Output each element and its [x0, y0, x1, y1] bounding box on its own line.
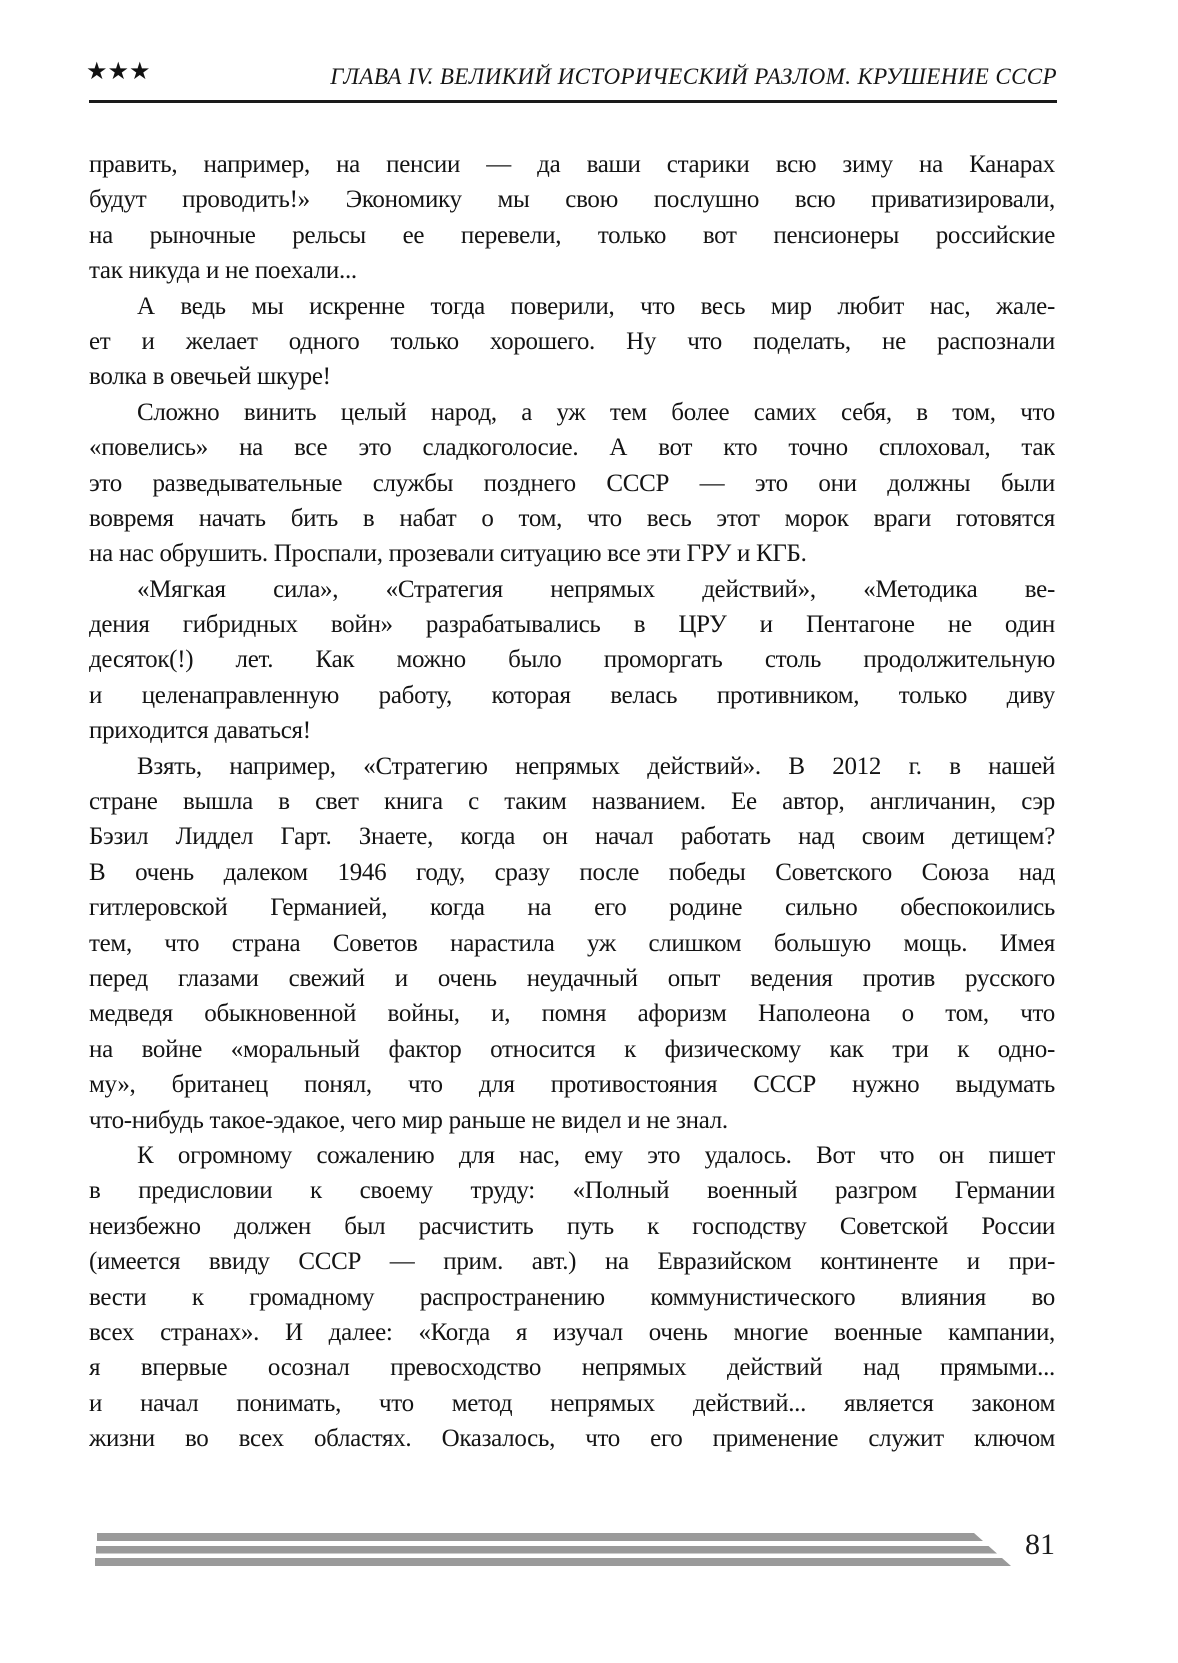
text-line: В очень далеком 1946 году, сразу после победы Советского Союза над [89, 858, 1055, 886]
footer-stripe-top [97, 1533, 983, 1541]
text-line: ет и желает одного только хорошего. Ну что поделать, не распознали [89, 327, 1055, 355]
text-line: Сложно винить целый народ, а уж тем более самих себя, в том, что [137, 398, 1055, 426]
body-text [89, 147, 1055, 1456]
text-line: му», британец понял, что для противостояния СССР нужно выдумать [89, 1071, 1055, 1099]
paragraph [89, 1138, 1055, 1457]
text-line: (имеется ввиду СССР — прим. авт.) на Евразийском континенте и при- [89, 1248, 1055, 1276]
text-line: тем, что страна Советов нарастила уж слишком большую мощь. Имея [89, 929, 1055, 957]
footer-stripe-middle [96, 1546, 997, 1554]
header-rule [89, 100, 1057, 103]
page-number: 81 [1025, 1528, 1055, 1561]
text-line: будут проводить!» Экономику мы свою послушно всю приватизировали, [89, 186, 1055, 214]
text-line: десяток(!) лет. Как можно было проморгать столь продолжительную [89, 646, 1055, 674]
text-line: «повелись» на все это сладкоголосие. А вот кто точно сплоховал, так [89, 434, 1055, 462]
text-line: дения гибридных войн» разрабатывались в ЦРУ и Пентагоне не один [89, 611, 1055, 639]
text-line: А ведь мы искренне тогда поверили, что весь мир любит нас, жале- [137, 292, 1055, 320]
paragraph [89, 572, 1055, 749]
text-line: неизбежно должен был расчистить путь к господству Советской России [89, 1212, 1055, 1240]
paragraph [89, 289, 1055, 395]
text-line: жизни во всех областях. Оказалось, что его применение служит ключом [89, 1425, 1055, 1453]
text-line: на рыночные рельсы ее перевели, только вот пенсионеры российские [89, 221, 1055, 249]
footer-stripe-bottom [95, 1558, 1011, 1566]
text-line: на нас обрушить. Проспали, прозевали ситуацию все эти ГРУ и КГБ. [89, 540, 807, 568]
text-line: стране вышла в свет книга с таким названием. Ее автор, англичанин, сэр [89, 788, 1055, 816]
text-line: медведя обыкновенной войны, и, помня афоризм Наполеона о том, что [89, 1000, 1055, 1028]
text-line: приходится даваться! [89, 717, 311, 745]
text-line: править, например, на пенсии — да ваши старики всю зиму на Канарах [89, 151, 1055, 178]
text-line: я впервые осознал превосходство непрямых действий над прямыми... [89, 1354, 1055, 1382]
text-line: вести к громадному распространению коммунистического влияния во [89, 1283, 1055, 1311]
text-line: гитлеровской Германией, когда на его родине сильно обеспокоились [89, 894, 1055, 922]
text-line: Бэзил Лиддел Гарт. Знаете, когда он начал работать над своим детищем? [89, 823, 1055, 851]
text-line: и начал понимать, что метод непрямых действий... является законом [89, 1389, 1055, 1417]
chapter-stars-icon: ★★★ [86, 59, 151, 85]
text-line: в предисловии к своему труду: «Полный военный разгром Германии [89, 1177, 1055, 1205]
text-line: Взять, например, «Стратегию непрямых действий». В 2012 г. в нашей [137, 752, 1055, 780]
running-head-title: ГЛАВА IV. ВЕЛИКИЙ ИСТОРИЧЕСКИЙ РАЗЛОМ. КРУШЕНИЕ СССР [330, 64, 1057, 89]
paragraph [89, 395, 1055, 572]
text-line: всех странах». И далее: «Когда я изучал очень многие военные кампании, [89, 1318, 1055, 1346]
text-line: «Мягкая сила», «Стратегия непрямых действий», «Методика ве- [137, 575, 1055, 603]
text-line: на войне «моральный фактор относится к физическому как три к одно- [89, 1035, 1055, 1063]
text-line: перед глазами свежий и очень неудачный опыт ведения против русского [89, 964, 1055, 992]
text-line: что-нибудь такое-эдакое, чего мир раньше не видел и не знал. [89, 1106, 728, 1134]
text-line: волка в овечьей шкуре! [89, 363, 331, 391]
text-line: вовремя начать бить в набат о том, что весь этот морок враги готовятся [89, 504, 1055, 532]
paragraph [89, 749, 1055, 1138]
text-line: так никуда и не поехали... [89, 257, 357, 285]
text-line: К огромному сожалению для нас, ему это удалось. Вот что он пишет [137, 1141, 1055, 1169]
paragraph [89, 147, 1055, 289]
text-line: и целенаправленную работу, которая велась противником, только диву [89, 681, 1055, 709]
text-line: это разведывательные службы позднего СССР — это они должны были [89, 469, 1055, 497]
